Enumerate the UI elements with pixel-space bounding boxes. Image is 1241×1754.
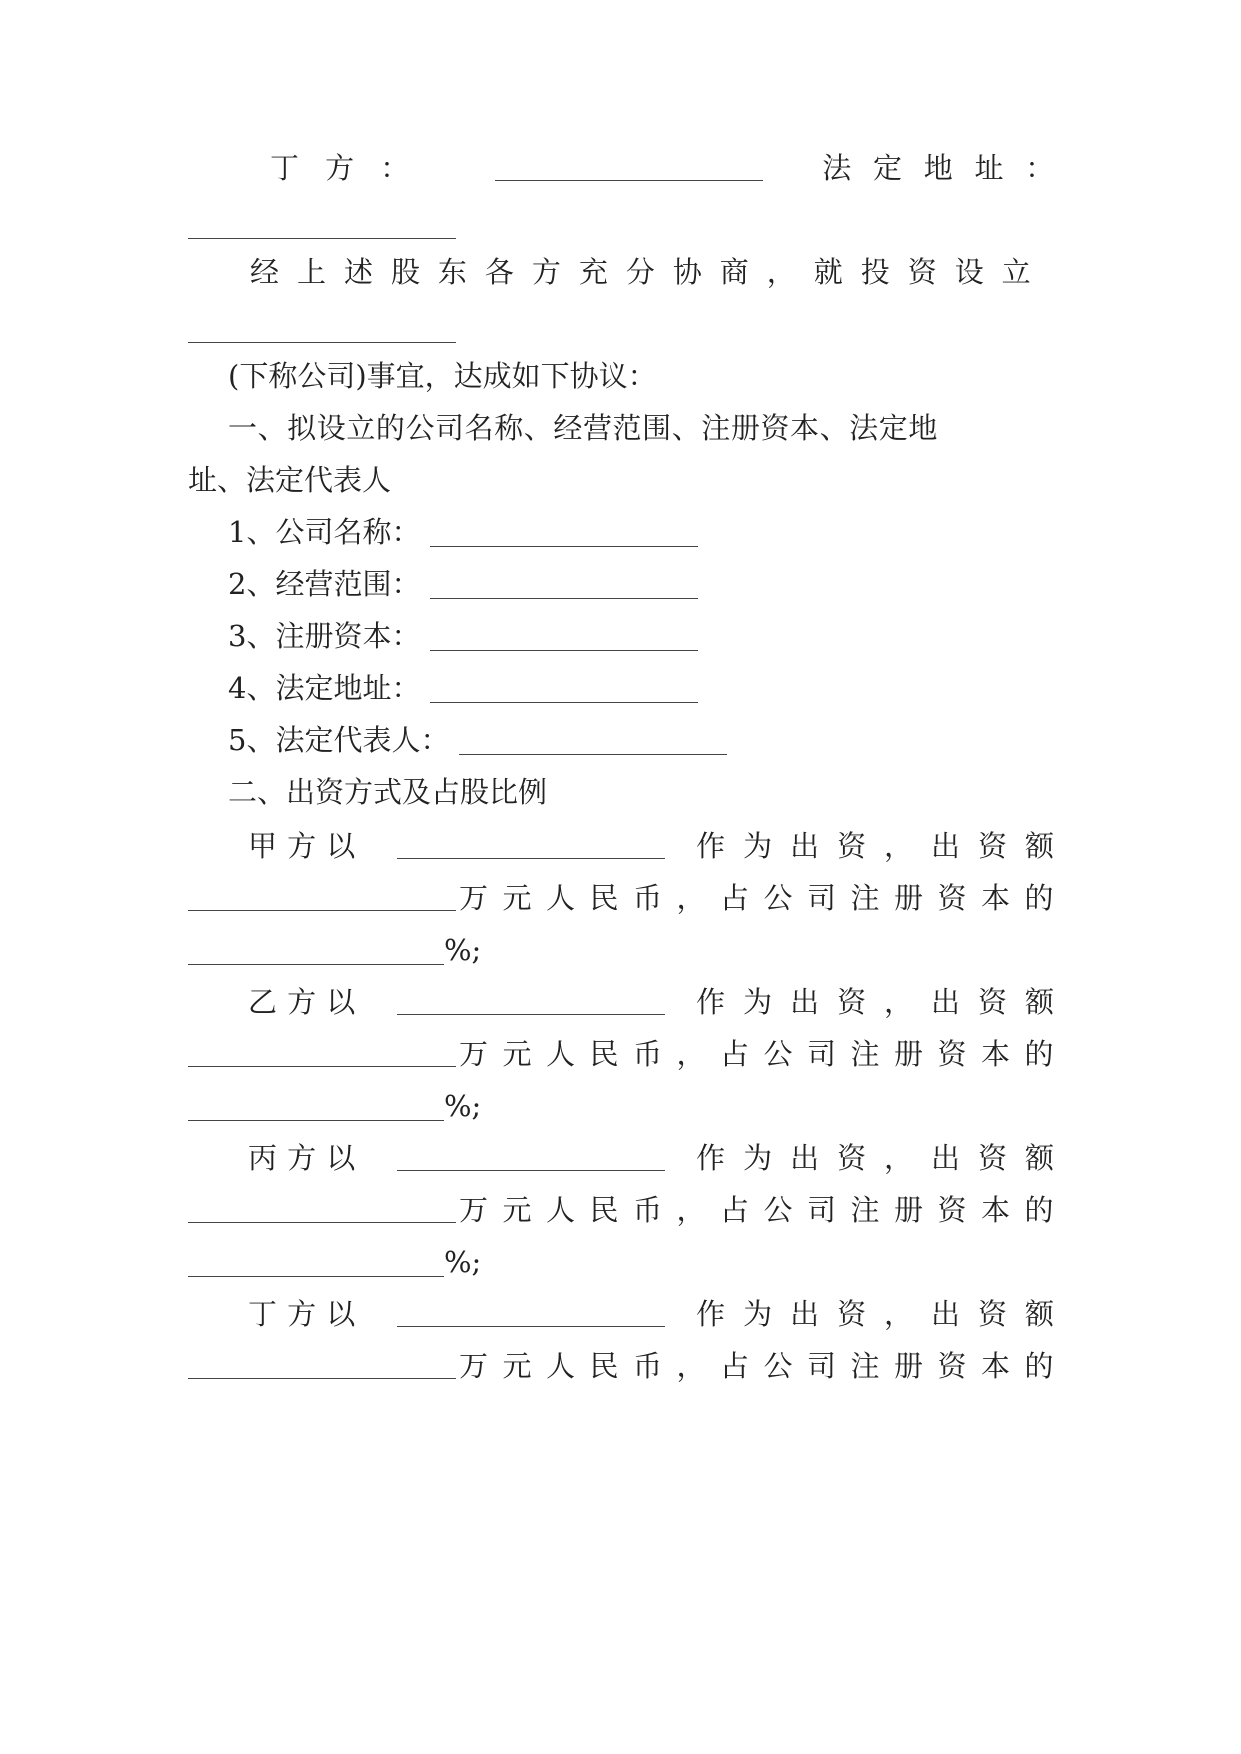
section-two-heading: 二、出资方式及占股比例 — [228, 775, 548, 809]
company-blank-line — [188, 308, 1054, 348]
contribution-d-amount-blank — [188, 1354, 456, 1379]
contribution-b-pct: %; — [444, 1089, 482, 1123]
contribution-a-line1 — [248, 826, 1072, 866]
business-scope-field — [430, 574, 698, 599]
contribution-c-pct: %; — [444, 1245, 482, 1279]
contribution-b-party: 乙方以 — [248, 985, 366, 1019]
legal-address-field — [430, 678, 698, 703]
contribution-d-mid: 作为出资，出资额 — [696, 1297, 1072, 1331]
intro-line: 经上述股东各方充分协商，就投资设立 — [250, 255, 1049, 289]
company-name-line — [228, 512, 1094, 552]
registered-capital-field — [430, 626, 698, 651]
party-d-line — [270, 148, 1076, 188]
contribution-b-line1 — [248, 982, 1072, 1022]
contribution-a-line3 — [188, 930, 1054, 970]
contribution-c-amount-blank — [188, 1198, 456, 1223]
contribution-a-pct-blank — [188, 940, 444, 965]
contribution-b-line3 — [188, 1086, 1054, 1126]
registered-capital-label: 3、注册资本： — [228, 619, 421, 653]
legal-address-label: 4、法定地址： — [228, 671, 421, 705]
party-d-address-label: 法定地址： — [822, 151, 1076, 185]
contribution-b-amount-blank — [188, 1042, 456, 1067]
contribution-c-party: 丙方以 — [248, 1141, 366, 1175]
legal-rep-label: 5、法定代表人： — [228, 723, 450, 757]
contribution-c-form-blank — [397, 1146, 665, 1171]
contribution-d-line1 — [248, 1294, 1072, 1334]
party-d-address-blank — [188, 214, 456, 239]
contribution-d-form-blank — [397, 1302, 665, 1327]
contribution-c-mid: 作为出资，出资额 — [696, 1141, 1072, 1175]
contribution-a-form-blank — [397, 834, 665, 859]
business-scope-line — [228, 564, 1094, 604]
contribution-c-line3 — [188, 1242, 1054, 1282]
company-name-blank — [188, 318, 456, 343]
contribution-c-pct-blank — [188, 1252, 444, 1277]
contribution-b-pct-blank — [188, 1096, 444, 1121]
contribution-a-amount-blank — [188, 886, 456, 911]
section-one-heading-cont: 址、法定代表人 — [188, 463, 392, 497]
contribution-d-amount-tail: 万元人民币，占公司注册资本的 — [458, 1349, 1068, 1383]
contribution-d-line2 — [188, 1346, 1068, 1386]
contribution-c-amount-tail: 万元人民币，占公司注册资本的 — [458, 1193, 1068, 1227]
agreement-line: (下称公司)事宜，达成如下协议： — [228, 359, 657, 393]
contribution-c-line1 — [248, 1138, 1072, 1178]
business-scope-label: 2、经营范围： — [228, 567, 421, 601]
legal-rep-line — [228, 720, 1094, 760]
contribution-a-line2 — [188, 878, 1068, 918]
contribution-b-line2 — [188, 1034, 1068, 1074]
contribution-b-form-blank — [397, 990, 665, 1015]
contribution-b-mid: 作为出资，出资额 — [696, 985, 1072, 1019]
registered-capital-line — [228, 616, 1094, 656]
party-d-address-line — [188, 204, 1054, 244]
legal-rep-field — [459, 730, 727, 755]
contribution-a-amount-tail: 万元人民币，占公司注册资本的 — [458, 881, 1068, 915]
party-d-label: 丁方： — [270, 151, 436, 185]
contribution-b-amount-tail: 万元人民币，占公司注册资本的 — [458, 1037, 1068, 1071]
company-name-label: 1、公司名称： — [228, 515, 421, 549]
company-name-field — [430, 522, 698, 547]
contribution-a-mid: 作为出资，出资额 — [696, 829, 1072, 863]
section-one-heading: 一、拟设立的公司名称、经营范围、注册资本、法定地 — [228, 411, 938, 445]
party-d-name-blank — [495, 156, 763, 181]
contribution-a-party: 甲方以 — [248, 829, 366, 863]
legal-address-line — [228, 668, 1094, 708]
contribution-a-pct: %; — [444, 933, 482, 967]
contribution-d-party: 丁方以 — [248, 1297, 366, 1331]
contribution-c-line2 — [188, 1190, 1068, 1230]
